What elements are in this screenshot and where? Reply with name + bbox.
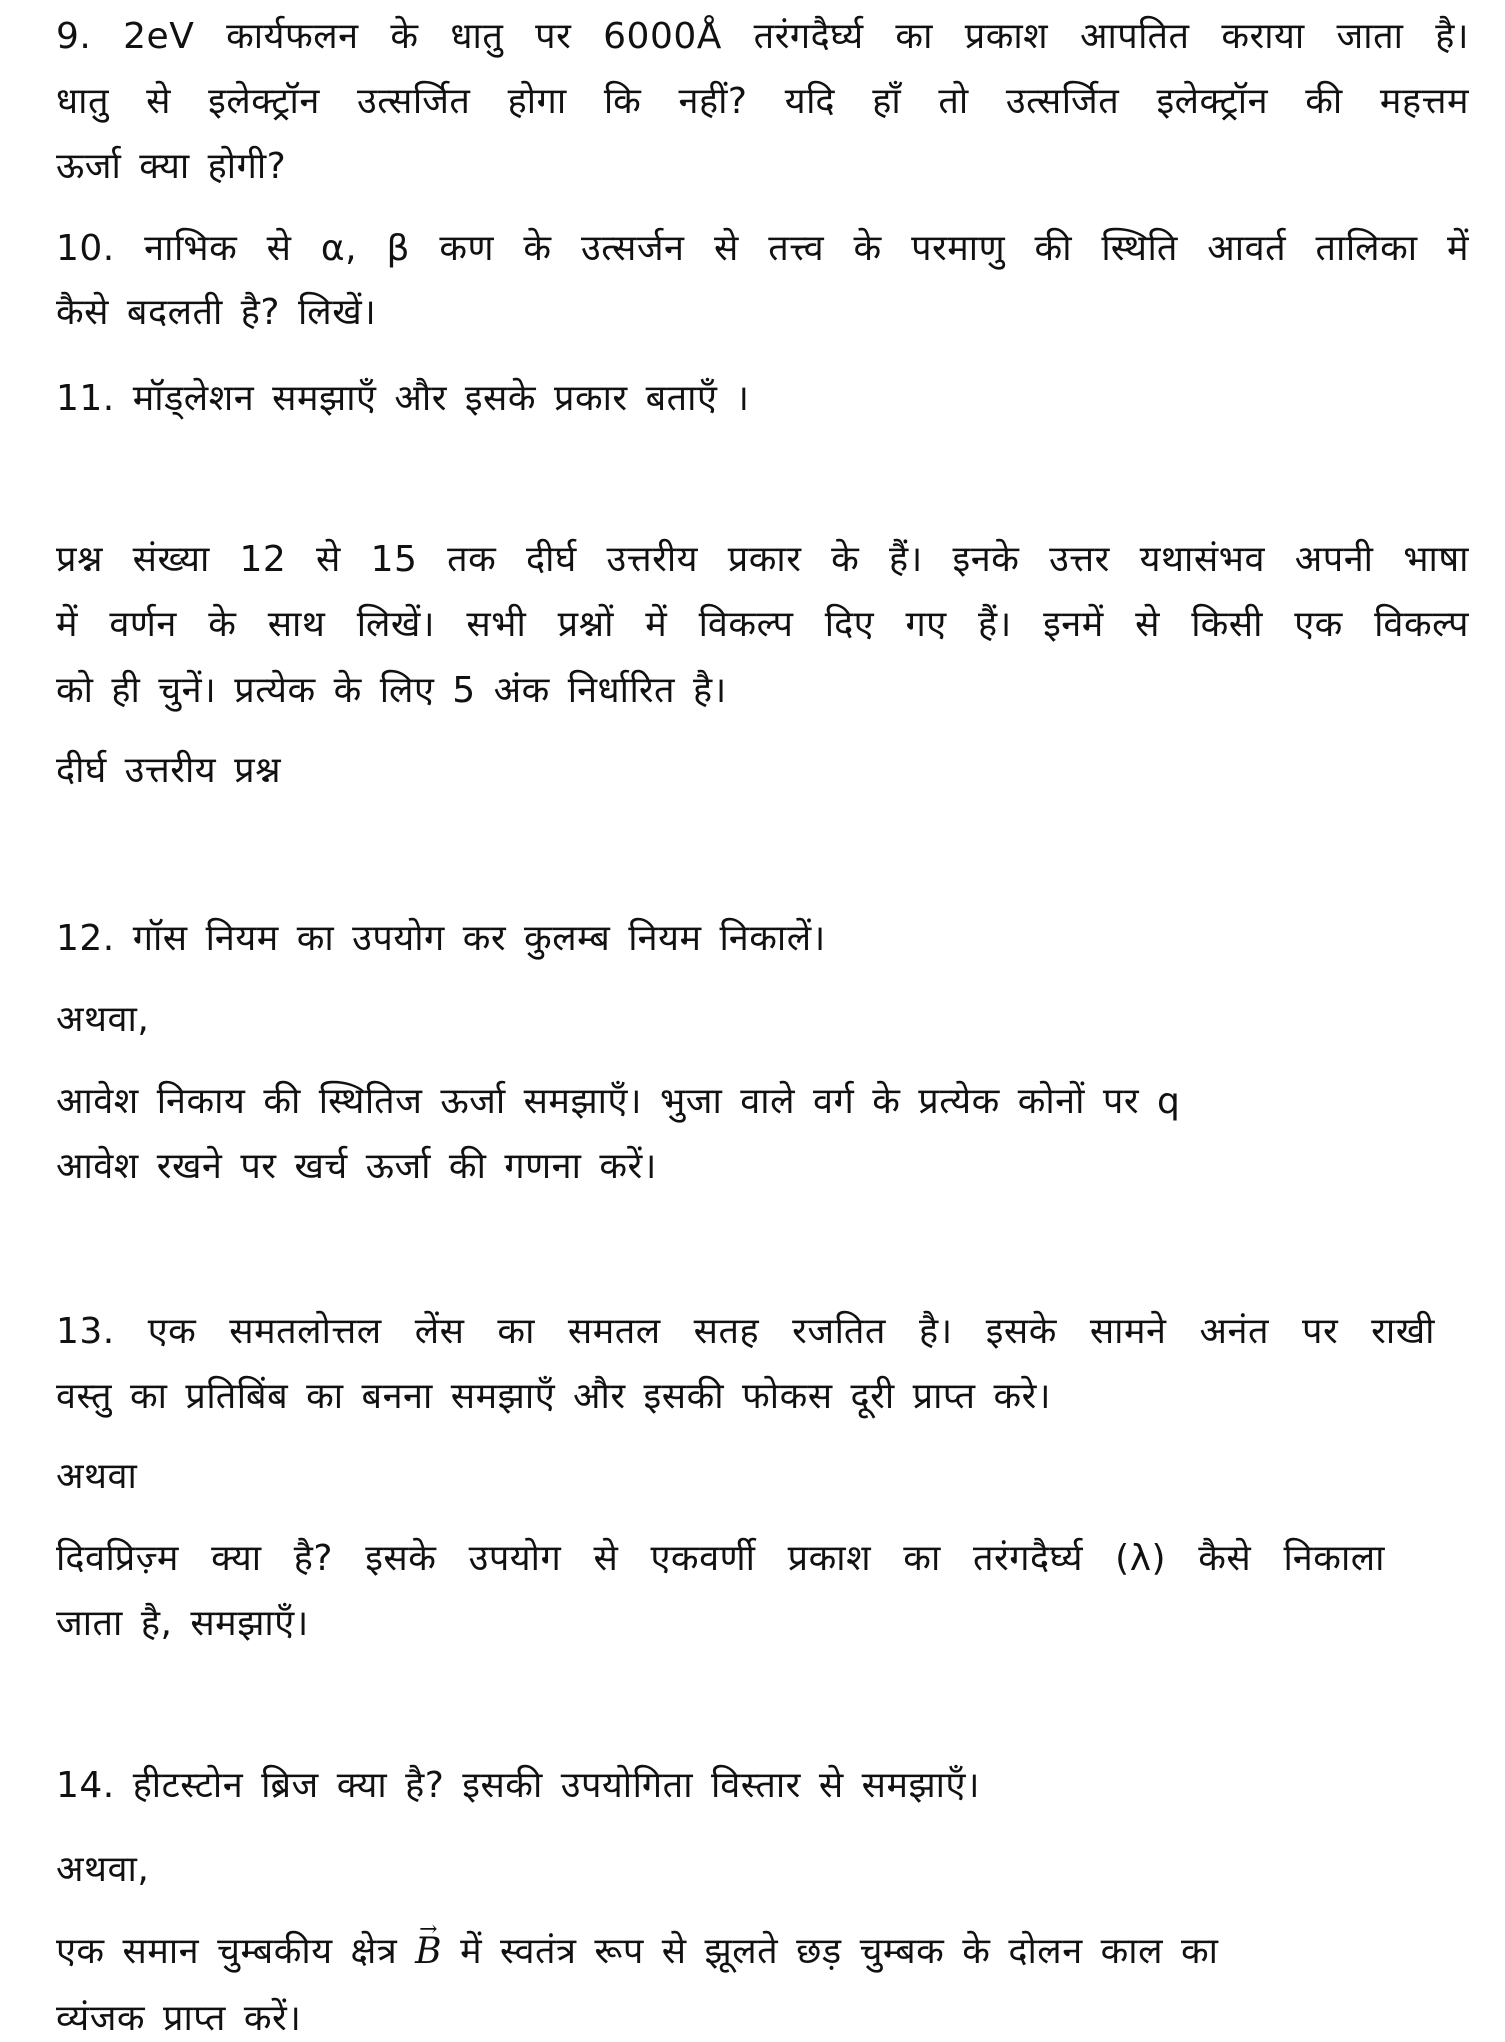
q14-alternative-line-2: व्यंजक प्राप्त करें। (56, 1998, 302, 2039)
q14-question: 14. हीटस्टोन ब्रिज क्या है? इसकी उपयोगिता विस्तार से समझाएँ। (56, 1765, 981, 1806)
q13-alternative-line-1: दिवप्रिज़्म क्या है? इसके उपयोग से एकवर्णी प्रकाश का तरंगदैर्घ्य (λ) कैसे निकाला (56, 1538, 1385, 1579)
q9-line-1: 9. 2eV कार्यफलन के धातु पर 6000Å तरंगदैर्घ्य का प्रकाश आपतित कराया जाता है। (56, 16, 1469, 57)
q13-question-line-1: 13. एक समतलोत्तल लेंस का समतल सतह रजतित है। इसके सामने अनंत पर राखी (56, 1311, 1435, 1352)
q14-alt-text-pre: एक समान चुम्बकीय क्षेत्र (56, 1931, 416, 1972)
q12-alternative-line-1: आवेश निकाय की स्थितिज ऊर्जा समझाएँ। भुजा वाले वर्ग के प्रत्येक कोनों पर q (56, 1081, 1181, 1122)
q13-question-line-2: वस्तु का प्रतिबिंब का बनना समझाएँ और इसकी फोकस दूरी प्राप्त करे। (56, 1376, 1051, 1417)
q13-alternative-line-2: जाता है, समझाएँ। (56, 1603, 309, 1644)
instructions-line-2: में वर्णन के साथ लिखें। सभी प्रश्नों में विकल्प दिए गए हैं। इनमें से किसी एक विकल्प (56, 604, 1469, 645)
q10-line-2: कैसे बदलती है? लिखें। (56, 292, 377, 333)
section-heading: दीर्घ उत्तरीय प्रश्न (56, 750, 282, 791)
q12-or-label: अथवा, (56, 999, 150, 1040)
magnetic-field-vector-symbol: → B (415, 1929, 442, 1975)
q10-line-1: 10. नाभिक से α, β कण के उत्सर्जन से तत्त्व के परमाणु की स्थिति आवर्त तालिका में (56, 228, 1469, 269)
q9-line-3: ऊर्जा क्या होगी? (56, 146, 287, 187)
q9-line-2: धातु से इलेक्ट्रॉन उत्सर्जित होगा कि नहीं? यदि हाँ तो उत्सर्जित इलेक्ट्रॉन की महत्तम (56, 81, 1469, 122)
q12-question: 12. गॉस नियम का उपयोग कर कुलम्ब नियम निकालें। (56, 918, 826, 959)
instructions-line-1: प्रश्न संख्या 12 से 15 तक दीर्घ उत्तरीय प्रकार के हैं। इनके उत्तर यथासंभव अपनी भाषा (56, 539, 1469, 580)
q12-alternative-line-2: आवेश रखने पर खर्च ऊर्जा की गणना करें। (56, 1146, 657, 1187)
q14-alt-text-post: में स्वतंत्र रूप से झूलते छड़ चुम्बक के दोलन काल का (442, 1931, 1219, 1972)
q11-line-1: 11. मॉड्लेशन समझाएँ और इसके प्रकार बताएँ । (56, 378, 750, 419)
q14-or-label: अथवा, (56, 1849, 150, 1890)
q14-alternative-line-1 (56, 1929, 1469, 1975)
instructions-line-3: को ही चुनें। प्रत्येक के लिए 5 अंक निर्धारित है। (56, 670, 727, 711)
q13-or-label: अथवा (56, 1456, 138, 1497)
